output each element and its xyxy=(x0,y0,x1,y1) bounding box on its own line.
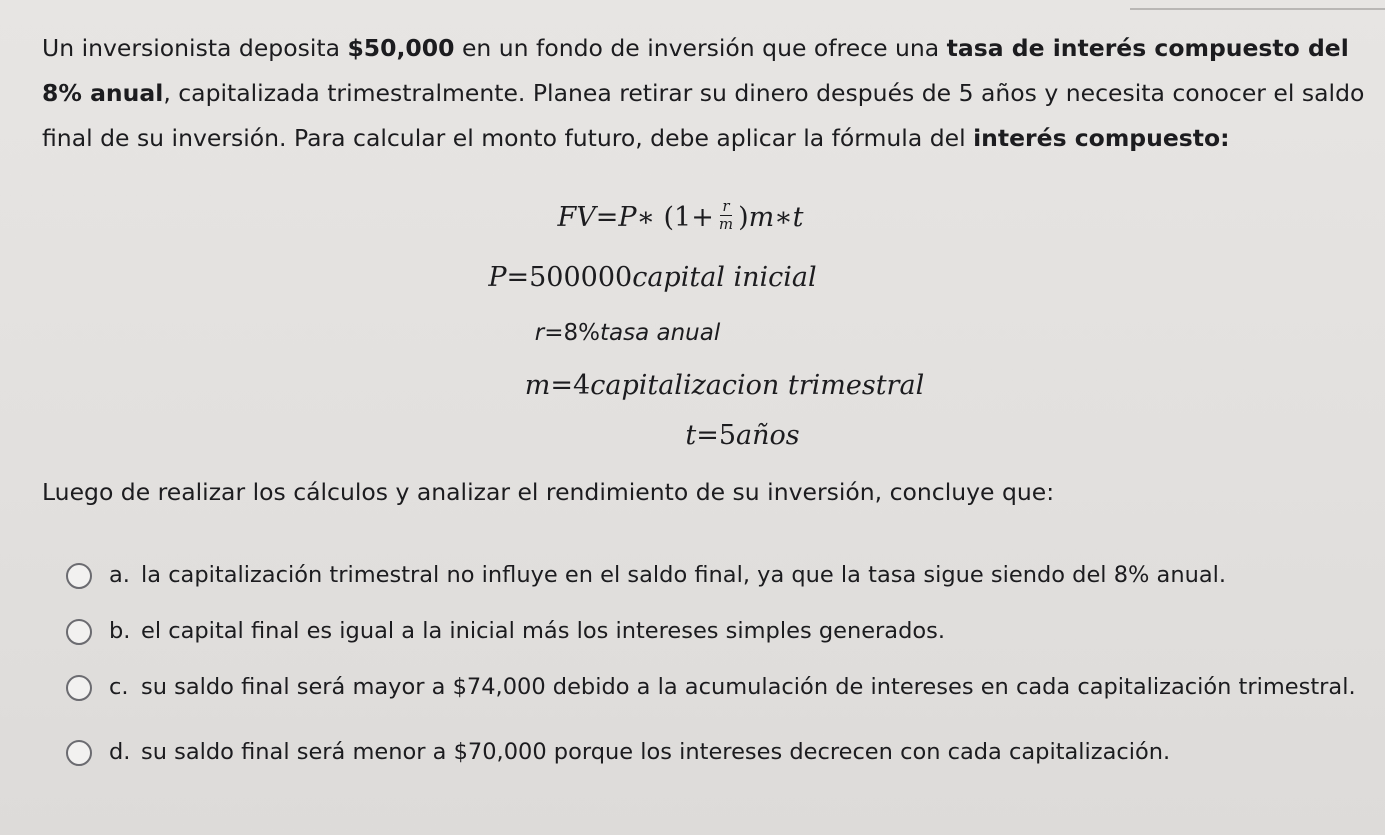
option-c[interactable] xyxy=(66,672,1376,711)
definition-equals: = xyxy=(696,420,719,451)
option-text: la capitalización trimestral no influye en el saldo final, ya que la tasa sigue siendo del 8% anual. xyxy=(141,562,1227,588)
definition-equals: = xyxy=(544,320,564,346)
formula-t: t xyxy=(792,202,804,233)
fraction-numerator: r xyxy=(722,197,730,215)
option-text: su saldo final será mayor a $74,000 debido a la acumulación de intereses en cada capitalización trimestral. xyxy=(141,674,1356,700)
intro-compound-label: interés compuesto: xyxy=(973,124,1230,152)
definition-var: m xyxy=(524,370,551,401)
formula-equals: = xyxy=(595,202,619,233)
compound-interest-formula xyxy=(0,197,1373,235)
radio-button[interactable] xyxy=(66,619,92,645)
definition-value: 500000 xyxy=(529,262,633,293)
formula-lhs: FV xyxy=(557,202,596,233)
option-text: su saldo final será menor a $70,000 porque los intereses decrecen con cada capitalización. xyxy=(141,739,1171,765)
formula-plus: + xyxy=(691,202,714,233)
answer-options xyxy=(66,560,1376,793)
definition-desc: capital inicial xyxy=(632,262,817,293)
formula-one: 1 xyxy=(674,202,692,233)
definition-var: r xyxy=(534,320,545,346)
intro-text-2: en un fondo de inversión que ofrece una xyxy=(454,34,947,62)
definition-r xyxy=(0,320,1320,346)
definition-desc: capitalizacion trimestral xyxy=(590,370,925,401)
definition-var: P xyxy=(488,262,507,293)
definition-p xyxy=(0,262,1345,293)
radio-button[interactable] xyxy=(66,563,92,589)
formula-close: ) xyxy=(738,202,749,233)
formula-star: ∗ xyxy=(774,202,793,233)
definition-desc: años xyxy=(736,420,800,451)
definition-t xyxy=(50,420,1385,451)
option-letter: a. xyxy=(109,562,130,588)
top-divider xyxy=(1130,8,1385,10)
definition-value: 4 xyxy=(573,370,591,401)
intro-rate: tasa de interés compuesto del 8% anual xyxy=(42,34,1349,107)
option-d[interactable] xyxy=(66,737,1376,767)
definition-value: 5 xyxy=(718,420,737,451)
option-letter: c. xyxy=(109,674,129,700)
definition-equals: = xyxy=(550,370,574,401)
formula-m: m xyxy=(748,202,775,233)
definition-equals: = xyxy=(506,262,530,293)
definition-desc: tasa anual xyxy=(600,320,721,346)
definition-value: 8% xyxy=(563,320,600,346)
formula-p: P xyxy=(618,202,637,233)
radio-button[interactable] xyxy=(66,740,92,766)
option-text: el capital final es igual a la inicial más los intereses simples generados. xyxy=(141,618,946,644)
formula-fraction xyxy=(717,199,735,232)
formula-open: ∗ ( xyxy=(636,202,675,233)
option-b[interactable] xyxy=(66,616,1376,646)
conclusion-prompt: Luego de realizar los cálculos y analizar el rendimiento de su inversión, concluye que: xyxy=(42,478,1055,506)
option-a[interactable] xyxy=(66,560,1376,590)
definition-var: t xyxy=(685,420,697,451)
intro-text-1: Un inversionista deposita xyxy=(42,34,348,62)
intro-text-3: , capitalizada trimestralmente. Planea retirar su dinero después de 5 años y necesita conocer el saldo final de su inversión. Para calcular el monto futuro, debe aplicar la fórmula del xyxy=(42,79,1365,152)
fraction-denominator: m xyxy=(718,215,734,233)
intro-amount: $50,000 xyxy=(347,34,455,62)
option-letter: d. xyxy=(109,739,131,765)
question-text xyxy=(42,26,1372,161)
definition-m xyxy=(32,370,1385,401)
option-letter: b. xyxy=(109,618,131,644)
